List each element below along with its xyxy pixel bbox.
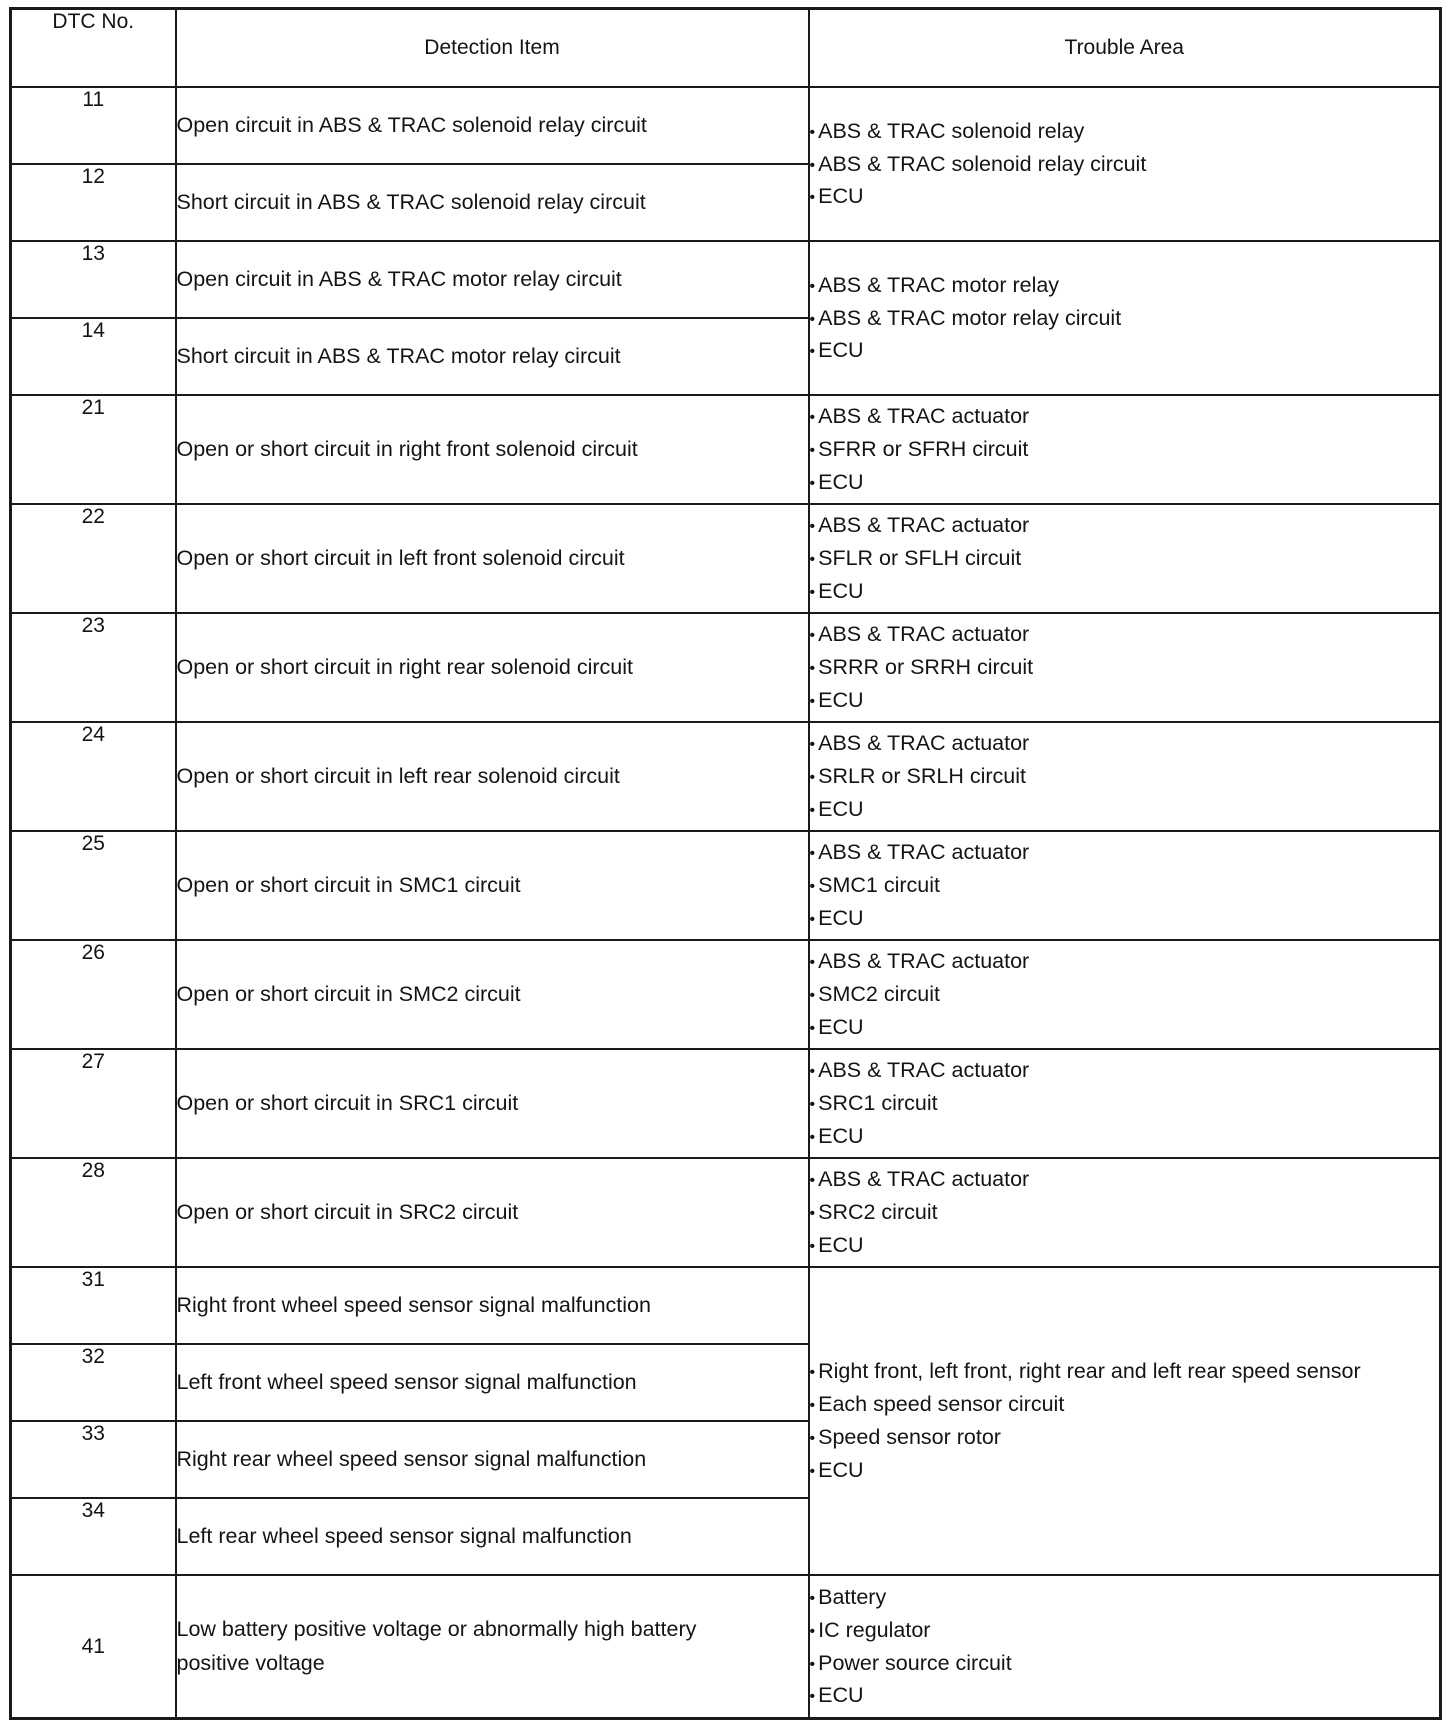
trouble-area-item: • ABS & TRAC actuator	[810, 618, 1440, 651]
trouble-area	[809, 87, 1441, 241]
detection-item: Open or short circuit in left rear solenoid circuit	[176, 722, 809, 831]
dtc-table	[9, 7, 1442, 1720]
detection-item: Open or short circuit in left front solenoid circuit	[176, 504, 809, 613]
trouble-area-item: • ABS & TRAC actuator	[810, 400, 1440, 433]
trouble-area-item: • Each speed sensor circuit	[810, 1388, 1440, 1421]
dtc-code: 28	[11, 1158, 176, 1267]
trouble-area-item: • SFLR or SFLH circuit	[810, 542, 1440, 575]
trouble-area-item: • ECU	[810, 1120, 1440, 1153]
detection-item: Open or short circuit in right rear solenoid circuit	[176, 613, 809, 722]
table-row	[11, 1575, 1441, 1719]
detection-item: Short circuit in ABS & TRAC solenoid relay circuit	[176, 164, 809, 241]
detection-item: Open or short circuit in SRC1 circuit	[176, 1049, 809, 1158]
header-dtc-no: DTC No.	[11, 9, 176, 88]
trouble-area-item: • ECU	[810, 575, 1440, 608]
trouble-area	[809, 831, 1441, 940]
table-row	[11, 504, 1441, 613]
trouble-area-item: • ABS & TRAC actuator	[810, 509, 1440, 542]
trouble-area-item: • ABS & TRAC actuator	[810, 1054, 1440, 1087]
trouble-area-item: • ECU	[810, 466, 1440, 499]
trouble-area-item: • IC regulator	[810, 1614, 1440, 1647]
table-row	[11, 613, 1441, 722]
trouble-area-item: • Power source circuit	[810, 1647, 1440, 1680]
dtc-code: 13	[11, 241, 176, 318]
trouble-area-item: • ABS & TRAC motor relay circuit	[810, 302, 1440, 335]
trouble-area	[809, 241, 1441, 395]
trouble-area-item: • SRRR or SRRH circuit	[810, 651, 1440, 684]
table-row	[11, 241, 1441, 318]
trouble-area-item: • ABS & TRAC solenoid relay	[810, 115, 1440, 148]
trouble-area-item: • Battery	[810, 1581, 1440, 1614]
dtc-code: 34	[11, 1498, 176, 1575]
trouble-area-item: • ABS & TRAC actuator	[810, 1163, 1440, 1196]
detection-item: Open or short circuit in SMC2 circuit	[176, 940, 809, 1049]
detection-item: Open circuit in ABS & TRAC solenoid relay circuit	[176, 87, 809, 164]
trouble-area-item: • Speed sensor rotor	[810, 1421, 1440, 1454]
trouble-area	[809, 722, 1441, 831]
table-row	[11, 87, 1441, 164]
table-row	[11, 1158, 1441, 1267]
dtc-code: 27	[11, 1049, 176, 1158]
table-row	[11, 722, 1441, 831]
trouble-area	[809, 613, 1441, 722]
trouble-area-item: • ECU	[810, 180, 1440, 213]
trouble-area-item: • ECU	[810, 793, 1440, 826]
detection-item: Open or short circuit in SMC1 circuit	[176, 831, 809, 940]
trouble-area-item: • ABS & TRAC solenoid relay circuit	[810, 148, 1440, 181]
dtc-code: 12	[11, 164, 176, 241]
trouble-area-item: • SMC1 circuit	[810, 869, 1440, 902]
detection-item: Left rear wheel speed sensor signal malfunction	[176, 1498, 809, 1575]
table-row	[11, 1267, 1441, 1344]
detection-item: Open or short circuit in SRC2 circuit	[176, 1158, 809, 1267]
table-row	[11, 940, 1441, 1049]
detection-item: Short circuit in ABS & TRAC motor relay circuit	[176, 318, 809, 395]
trouble-area-item: • ECU	[810, 902, 1440, 935]
dtc-code: 21	[11, 395, 176, 504]
header-detection-item: Detection Item	[176, 9, 809, 88]
trouble-area-item: • ECU	[810, 684, 1440, 717]
table-row	[11, 1049, 1441, 1158]
trouble-area-item: • ABS & TRAC motor relay	[810, 269, 1440, 302]
trouble-area-item: • SRLR or SRLH circuit	[810, 760, 1440, 793]
dtc-code: 32	[11, 1344, 176, 1421]
dtc-code: 41	[11, 1575, 176, 1719]
trouble-area-item: • ECU	[810, 334, 1440, 367]
detection-item: Open or short circuit in right front solenoid circuit	[176, 395, 809, 504]
detection-item: Open circuit in ABS & TRAC motor relay circuit	[176, 241, 809, 318]
trouble-area-item: • Right front, left front, right rear and left rear speed sensor	[810, 1355, 1440, 1388]
trouble-area-item: • ABS & TRAC actuator	[810, 727, 1440, 760]
header-row	[11, 9, 1441, 88]
trouble-area	[809, 1575, 1441, 1719]
trouble-area-item: • ECU	[810, 1454, 1440, 1487]
dtc-code: 14	[11, 318, 176, 395]
trouble-area-item: • ECU	[810, 1011, 1440, 1044]
trouble-area-item: • ABS & TRAC actuator	[810, 945, 1440, 978]
dtc-code: 26	[11, 940, 176, 1049]
trouble-area-item: • SRC2 circuit	[810, 1196, 1440, 1229]
trouble-area-item: • SMC2 circuit	[810, 978, 1440, 1011]
dtc-code: 33	[11, 1421, 176, 1498]
header-trouble-area: Trouble Area	[809, 9, 1441, 88]
trouble-area	[809, 1267, 1441, 1575]
detection-item: Low battery positive voltage or abnormally high battery positive voltage	[176, 1575, 809, 1719]
detection-item: Right front wheel speed sensor signal malfunction	[176, 1267, 809, 1344]
dtc-code: 23	[11, 613, 176, 722]
trouble-area-item: • SFRR or SFRH circuit	[810, 433, 1440, 466]
trouble-area-item: • ECU	[810, 1229, 1440, 1262]
detection-item: Right rear wheel speed sensor signal malfunction	[176, 1421, 809, 1498]
trouble-area	[809, 1158, 1441, 1267]
trouble-area-item: • SRC1 circuit	[810, 1087, 1440, 1120]
table-row	[11, 831, 1441, 940]
trouble-area	[809, 1049, 1441, 1158]
dtc-code: 31	[11, 1267, 176, 1344]
dtc-code: 11	[11, 87, 176, 164]
dtc-code: 22	[11, 504, 176, 613]
dtc-code: 24	[11, 722, 176, 831]
detection-item: Left front wheel speed sensor signal malfunction	[176, 1344, 809, 1421]
trouble-area	[809, 940, 1441, 1049]
table-row	[11, 395, 1441, 504]
trouble-area	[809, 395, 1441, 504]
trouble-area	[809, 504, 1441, 613]
trouble-area-item: • ABS & TRAC actuator	[810, 836, 1440, 869]
trouble-area-item: • ECU	[810, 1679, 1440, 1712]
dtc-code: 25	[11, 831, 176, 940]
